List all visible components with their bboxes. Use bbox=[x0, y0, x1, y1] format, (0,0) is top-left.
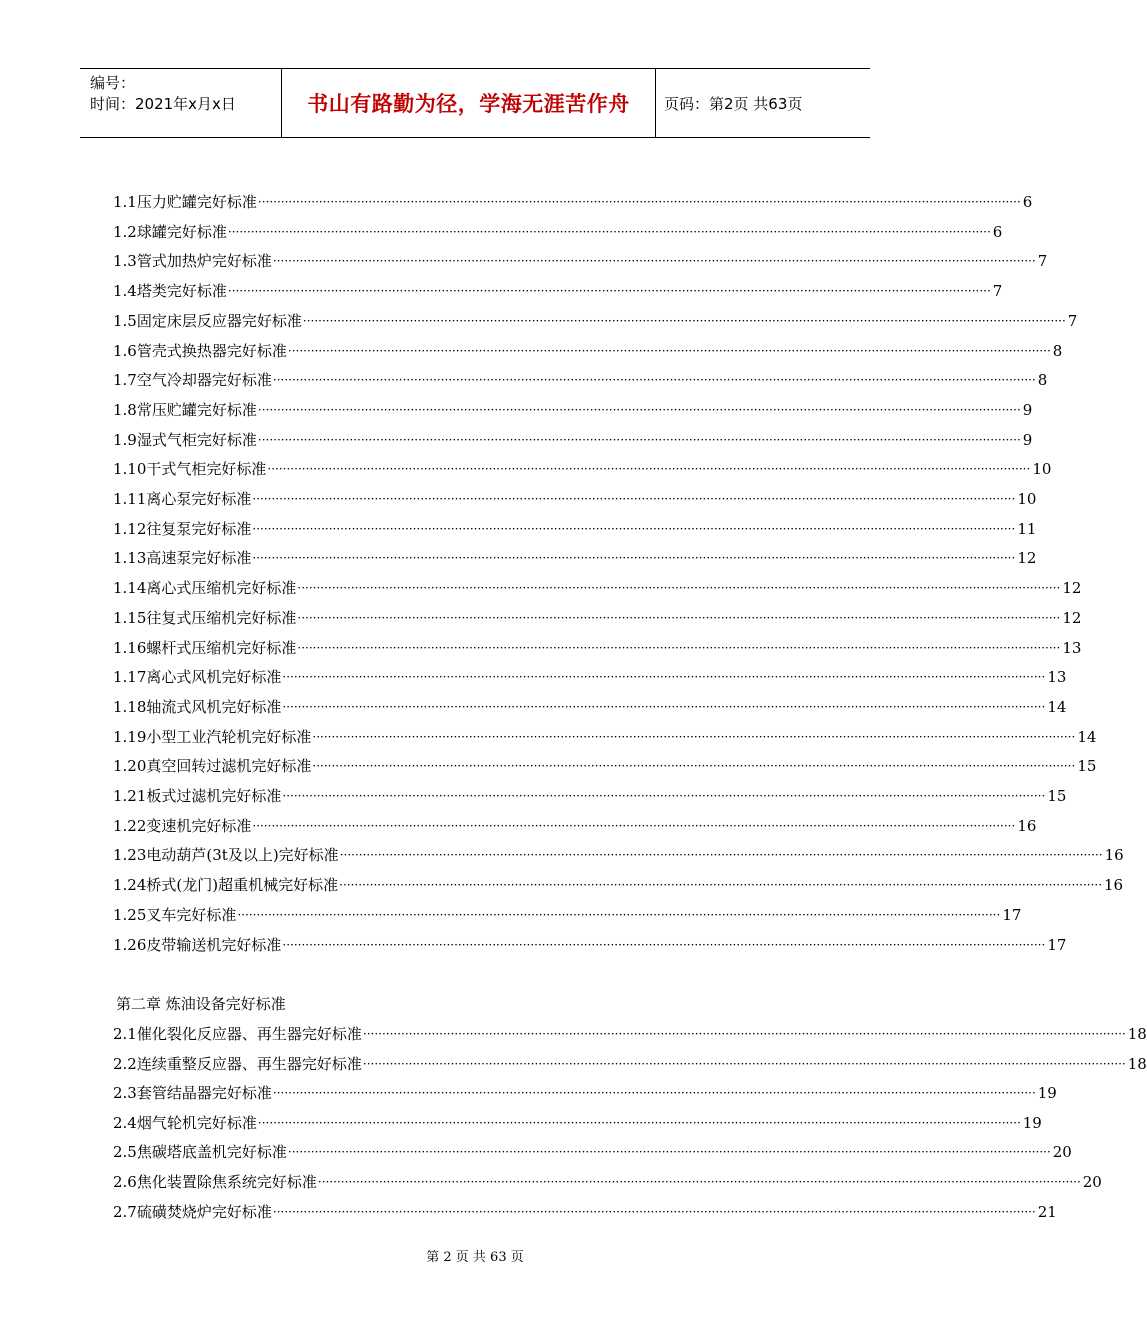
toc-entry[interactable] bbox=[113, 518, 1037, 540]
toc-entry-page: 10 bbox=[1017, 490, 1037, 508]
toc-entry-title: 真空回转过滤机完好标准 bbox=[146, 757, 312, 776]
toc-entry-page: 12 bbox=[1017, 549, 1037, 568]
toc-entry-title: 球罐完好标准 bbox=[136, 222, 227, 241]
toc-entry[interactable] bbox=[113, 577, 1082, 599]
toc-dot-leader: ········································································································································································································ bbox=[257, 432, 1021, 447]
toc-entry[interactable] bbox=[113, 1053, 1147, 1075]
toc-dot-leader: ········································································································································································································ bbox=[272, 254, 1036, 269]
toc-entry-number: 1.12 bbox=[113, 519, 147, 538]
toc-entry[interactable] bbox=[113, 310, 1078, 332]
toc-entry[interactable] bbox=[113, 340, 1063, 362]
toc-dot-leader: ········································································································································································································ bbox=[302, 313, 1066, 328]
toc-dot-leader: ········································································································································································································ bbox=[252, 492, 1016, 506]
toc-entry-title: 催化裂化反应器、再生器完好标准 bbox=[136, 1025, 362, 1043]
toc-entry-title: 焦碳塔底盖机完好标准 bbox=[136, 1143, 287, 1162]
toc-entry-title: 管式加热炉完好标准 bbox=[136, 252, 272, 271]
toc-entry[interactable] bbox=[113, 250, 1048, 272]
toc-entry-page: 19 bbox=[1022, 1113, 1042, 1132]
toc-entry-page: 6 bbox=[992, 222, 1003, 241]
toc-dot-leader: ········································································································································································································ bbox=[297, 581, 1061, 596]
toc-dot-leader: ········································································································································································································ bbox=[227, 284, 991, 299]
toc-entry-number: 1.13 bbox=[113, 549, 147, 568]
toc-entry-page: 14 bbox=[1047, 697, 1067, 716]
toc-entry-title: 压力贮罐完好标准 bbox=[136, 193, 257, 211]
toc-entry-page: 20 bbox=[1052, 1143, 1072, 1162]
toc-entry-title: 离心泵完好标准 bbox=[146, 490, 252, 508]
toc-entry-number: 2.2 bbox=[113, 1054, 137, 1073]
toc-entry-number: 1.9 bbox=[113, 430, 137, 449]
toc-entry-title: 往复泵完好标准 bbox=[146, 519, 252, 538]
document-date: 时间：2021年x月x日 bbox=[90, 95, 236, 113]
toc-entry-number: 1.21 bbox=[113, 787, 147, 805]
toc-entry-page: 8 bbox=[1052, 341, 1063, 360]
toc-entry[interactable] bbox=[113, 934, 1067, 956]
toc-entry[interactable] bbox=[113, 815, 1037, 837]
toc-entry-title: 常压贮罐完好标准 bbox=[136, 400, 257, 419]
toc-dot-leader: ········································································································································································································ bbox=[272, 1204, 1036, 1219]
toc-entry-title: 套管结晶器完好标准 bbox=[136, 1084, 272, 1103]
toc-entry-number: 2.3 bbox=[113, 1084, 137, 1103]
toc-entry-page: 20 bbox=[1082, 1173, 1102, 1191]
toc-entry-page: 6 bbox=[1022, 193, 1033, 211]
toc-entry-page: 10 bbox=[1032, 460, 1052, 479]
toc-entry-page: 18 bbox=[1127, 1054, 1147, 1073]
toc-entry-number: 1.4 bbox=[113, 282, 137, 301]
toc-entry-title: 离心式压缩机完好标准 bbox=[146, 579, 297, 598]
toc-entry-page: 12 bbox=[1062, 608, 1082, 627]
toc-entry[interactable] bbox=[113, 1112, 1042, 1134]
toc-dot-leader: ········································································································································································································ bbox=[287, 1145, 1051, 1160]
toc-entry[interactable] bbox=[113, 904, 1022, 926]
toc-dot-leader: ········································································································································································································ bbox=[282, 670, 1046, 685]
toc-entry-title: 电动葫芦(3t及以上)完好标准 bbox=[146, 846, 339, 865]
toc-entry-number: 1.8 bbox=[113, 400, 137, 419]
toc-entry-page: 12 bbox=[1062, 579, 1082, 598]
toc-entry-title: 硫磺焚烧炉完好标准 bbox=[136, 1202, 272, 1221]
toc-entry[interactable] bbox=[113, 726, 1097, 748]
header-page-info: 页码：第2页 共63页 bbox=[664, 94, 803, 113]
chapter-heading: 第二章 炼油设备完好标准 bbox=[116, 995, 286, 1013]
toc-entry-number: 2.6 bbox=[113, 1173, 137, 1191]
toc-entry-number: 1.11 bbox=[113, 490, 147, 508]
toc-entry-title: 焦化装置除焦系统完好标准 bbox=[136, 1173, 317, 1191]
toc-entry-number: 1.3 bbox=[113, 252, 137, 271]
toc-entry-number: 1.17 bbox=[113, 668, 147, 687]
toc-entry-page: 17 bbox=[1047, 935, 1067, 954]
toc-entry-number: 1.15 bbox=[113, 608, 147, 627]
toc-entry[interactable] bbox=[113, 637, 1082, 659]
toc-dot-leader: ········································································································································································································ bbox=[312, 729, 1076, 744]
toc-entry-page: 7 bbox=[992, 282, 1003, 301]
toc-entry-page: 19 bbox=[1037, 1084, 1057, 1103]
toc-entry-number: 1.22 bbox=[113, 816, 147, 835]
toc-dot-leader: ········································································································································································································ bbox=[252, 818, 1016, 833]
toc-entry[interactable] bbox=[113, 369, 1048, 391]
toc-dot-leader: ········································································································································································································ bbox=[227, 224, 991, 239]
header-motto: 书山有路勤为径，学海无涯苦作舟 bbox=[281, 69, 656, 137]
toc-entry[interactable] bbox=[113, 191, 1033, 213]
toc-entry-page: 9 bbox=[1022, 430, 1033, 449]
toc-entry[interactable] bbox=[113, 280, 1003, 302]
toc-entry-title: 叉车完好标准 bbox=[146, 905, 237, 924]
toc-dot-leader: ········································································································································································································ bbox=[257, 402, 1021, 417]
toc-dot-leader: ········································································································································································································ bbox=[267, 462, 1031, 477]
toc-dot-leader: ········································································································································································································ bbox=[282, 789, 1046, 803]
toc-dot-leader: ········································································································································································································ bbox=[312, 759, 1076, 774]
toc-dot-leader: ········································································································································································································ bbox=[252, 521, 1016, 536]
toc-dot-leader: ········································································································································································································ bbox=[282, 937, 1046, 952]
toc-dot-leader: ········································································································································································································ bbox=[297, 640, 1061, 655]
toc-entry-title: 往复式压缩机完好标准 bbox=[146, 608, 297, 627]
toc-entry[interactable] bbox=[113, 844, 1124, 866]
toc-entry-number: 2.7 bbox=[113, 1202, 137, 1221]
toc-entry-number: 1.18 bbox=[113, 697, 147, 716]
toc-entry[interactable] bbox=[113, 1201, 1057, 1223]
toc-entry-number: 2.1 bbox=[113, 1025, 137, 1043]
toc-entry-number: 1.26 bbox=[113, 935, 147, 954]
toc-entry-number: 2.5 bbox=[113, 1143, 137, 1162]
toc-entry-title: 干式气柜完好标准 bbox=[146, 460, 267, 479]
toc-entry[interactable] bbox=[113, 488, 1037, 510]
toc-entry-title: 小型工业汽轮机完好标准 bbox=[146, 727, 312, 746]
toc-entry-number: 1.6 bbox=[113, 341, 137, 360]
toc-entry-number: 1.14 bbox=[113, 579, 147, 598]
toc-entry[interactable] bbox=[113, 1171, 1102, 1193]
toc-entry-page: 16 bbox=[1104, 846, 1124, 865]
toc-entry-page: 7 bbox=[1037, 252, 1048, 271]
toc-dot-leader: ········································································································································································································ bbox=[237, 907, 1001, 922]
toc-entry-title: 皮带输送机完好标准 bbox=[146, 935, 282, 954]
toc-entry-title: 塔类完好标准 bbox=[136, 282, 227, 301]
toc-entry-page: 15 bbox=[1047, 787, 1067, 805]
toc-entry-page: 17 bbox=[1002, 905, 1022, 924]
toc-entry-page: 13 bbox=[1047, 668, 1067, 687]
toc-entry[interactable] bbox=[113, 666, 1067, 688]
toc-entry-title: 高速泵完好标准 bbox=[146, 549, 252, 568]
toc-entry-number: 1.23 bbox=[113, 846, 147, 865]
toc-dot-leader: ········································································································································································································ bbox=[362, 1027, 1126, 1041]
toc-dot-leader: ········································································································································································································ bbox=[272, 373, 1036, 388]
toc-entry-title: 变速机完好标准 bbox=[146, 816, 252, 835]
toc-entry-title: 桥式(龙门)超重机械完好标准 bbox=[146, 876, 339, 895]
toc-entry-title: 管壳式换热器完好标准 bbox=[136, 341, 287, 360]
toc-entry-page: 9 bbox=[1022, 400, 1033, 419]
toc-entry-number: 1.20 bbox=[113, 757, 147, 776]
toc-entry-title: 离心式风机完好标准 bbox=[146, 668, 282, 687]
toc-entry-number: 2.4 bbox=[113, 1113, 137, 1132]
toc-entry-page: 13 bbox=[1062, 638, 1082, 657]
toc-entry-page: 16 bbox=[1017, 816, 1037, 835]
toc-entry-number: 1.1 bbox=[113, 193, 137, 211]
toc-entry-title: 固定床层反应器完好标准 bbox=[136, 311, 302, 330]
toc-dot-leader: ········································································································································································································ bbox=[317, 1175, 1081, 1189]
toc-entry[interactable] bbox=[113, 755, 1097, 777]
toc-dot-leader: ········································································································································································································ bbox=[297, 610, 1061, 625]
toc-entry-page: 18 bbox=[1127, 1025, 1147, 1043]
toc-dot-leader: ········································································································································································································ bbox=[339, 848, 1103, 863]
toc-entry-title: 烟气轮机完好标准 bbox=[136, 1113, 257, 1132]
toc-entry[interactable] bbox=[113, 399, 1033, 421]
toc-entry-number: 1.10 bbox=[113, 460, 147, 479]
toc-dot-leader: ········································································································································································································ bbox=[257, 195, 1021, 209]
page-footer: 第 2 页 共 63 页 bbox=[426, 1250, 524, 1265]
toc-entry-page: 7 bbox=[1067, 311, 1078, 330]
toc-entry-number: 1.16 bbox=[113, 638, 147, 657]
toc-entry-title: 空气冷却器完好标准 bbox=[136, 371, 272, 390]
toc-entry-page: 15 bbox=[1077, 757, 1097, 776]
toc-entry-number: 1.2 bbox=[113, 222, 137, 241]
toc-dot-leader: ········································································································································································································ bbox=[272, 1086, 1036, 1101]
toc-entry-page: 11 bbox=[1017, 519, 1037, 538]
toc-entry-page: 14 bbox=[1077, 727, 1097, 746]
toc-entry[interactable] bbox=[113, 458, 1052, 480]
toc-entry-title: 湿式气柜完好标准 bbox=[136, 430, 257, 449]
toc-entry-page: 16 bbox=[1104, 876, 1124, 895]
toc-entry[interactable] bbox=[113, 1141, 1072, 1163]
toc-entry-title: 螺杆式压缩机完好标准 bbox=[146, 638, 297, 657]
document-number-label: 编号： bbox=[90, 74, 136, 92]
toc-dot-leader: ········································································································································································································ bbox=[339, 878, 1103, 893]
toc-entry-number: 1.5 bbox=[113, 311, 137, 330]
toc-entry-number: 1.24 bbox=[113, 876, 147, 895]
toc-entry[interactable] bbox=[113, 696, 1067, 718]
toc-entry-number: 1.25 bbox=[113, 905, 147, 924]
toc-dot-leader: ········································································································································································································ bbox=[287, 343, 1051, 358]
toc-entry[interactable] bbox=[113, 874, 1124, 896]
toc-entry[interactable] bbox=[113, 221, 1003, 243]
toc-entry-number: 1.7 bbox=[113, 371, 137, 390]
toc-entry-title: 板式过滤机完好标准 bbox=[146, 787, 282, 805]
toc-entry-number: 1.19 bbox=[113, 727, 147, 746]
toc-entry[interactable] bbox=[113, 429, 1033, 451]
toc-entry[interactable] bbox=[113, 785, 1067, 807]
toc-entry[interactable] bbox=[113, 607, 1082, 629]
toc-entry-title: 连续重整反应器、再生器完好标准 bbox=[136, 1054, 362, 1073]
toc-entry-page: 21 bbox=[1037, 1202, 1057, 1221]
toc-entry[interactable] bbox=[113, 547, 1037, 569]
toc-entry[interactable] bbox=[113, 1023, 1147, 1045]
toc-entry-page: 8 bbox=[1037, 371, 1048, 390]
toc-dot-leader: ········································································································································································································ bbox=[282, 699, 1046, 714]
toc-dot-leader: ········································································································································································································ bbox=[252, 551, 1016, 566]
toc-dot-leader: ········································································································································································································ bbox=[362, 1056, 1126, 1071]
toc-entry[interactable] bbox=[113, 1082, 1057, 1104]
toc-dot-leader: ········································································································································································································ bbox=[257, 1115, 1021, 1130]
toc-entry-title: 轴流式风机完好标准 bbox=[146, 697, 282, 716]
